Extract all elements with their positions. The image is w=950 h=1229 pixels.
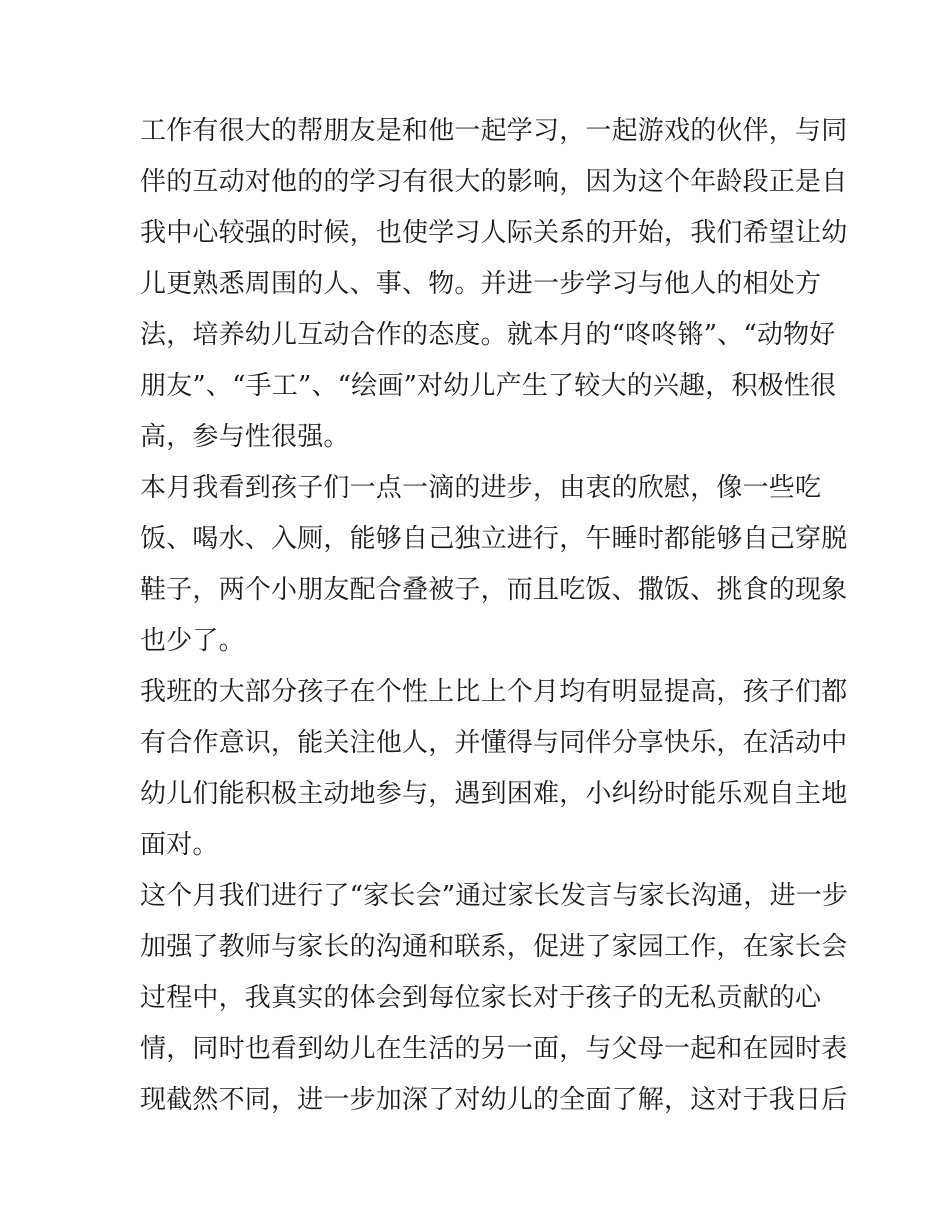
text-line: 也少了。 <box>140 626 245 656</box>
text-line: 工作有很大的帮朋友是和他一起学习，一起游戏的伙伴，与同 <box>140 116 848 146</box>
text-line: 高，参与性很强。 <box>140 422 350 452</box>
document-body <box>140 106 849 1126</box>
text-line: 面对。 <box>140 830 219 860</box>
text-line: 幼儿们能积极主动地参与，遇到困难，小纠纷时能乐观自主地 <box>140 779 848 809</box>
text-line: 现截然不同，进一步加深了对幼儿的全面了解，这对于我日后 <box>140 1085 848 1115</box>
text-line: 儿更熟悉周围的人、事、物。并进一步学习与他人的相处方 <box>140 269 822 299</box>
text-line: 伴的互动对他的的学习有很大的影响，因为这个年龄段正是自 <box>140 167 848 197</box>
text-line: 鞋子，两个小朋友配合叠被子，而且吃饭、撒饭、挑食的现象 <box>140 575 848 605</box>
text-line: 朋友”、“手工”、“绘画”对幼儿产生了较大的兴趣，积极性很 <box>140 371 837 401</box>
text-line: 本月我看到孩子们一点一滴的进步，由衷的欣慰，像一些吃 <box>140 473 822 503</box>
text-line: 我班的大部分孩子在个性上比上个月均有明显提高，孩子们都 <box>140 677 848 707</box>
text-line: 我中心较强的时候，也使学习人际关系的开始，我们希望让幼 <box>140 218 848 248</box>
text-line: 法，培养幼儿互动合作的态度。就本月的“咚咚锵”、“动物好 <box>140 320 836 350</box>
text-line: 过程中，我真实的体会到每位家长对于孩子的无私贡献的心 <box>140 983 822 1013</box>
text-line: 饭、喝水、入厕，能够自己独立进行，午睡时都能够自己穿脱 <box>140 524 848 554</box>
text-line: 这个月我们进行了“家长会”通过家长发言与家长沟通，进一步 <box>140 881 849 911</box>
text-line: 情，同时也看到幼儿在生活的另一面，与父母一起和在园时表 <box>140 1034 848 1064</box>
text-line: 有合作意识，能关注他人，并懂得与同伴分享快乐，在活动中 <box>140 728 848 758</box>
text-line: 加强了教师与家长的沟通和联系，促进了家园工作，在家长会 <box>140 932 848 962</box>
